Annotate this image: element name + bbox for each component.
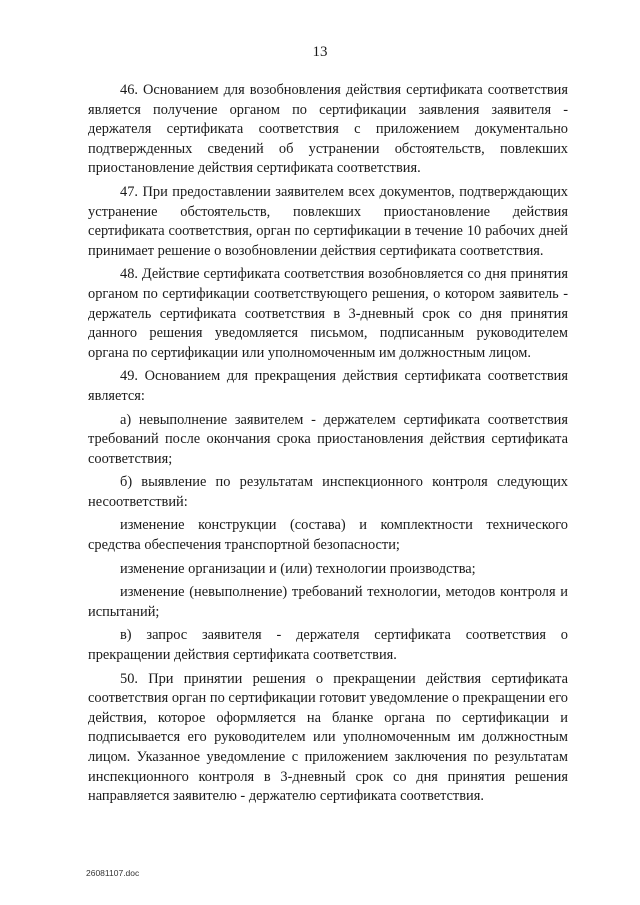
page-number: 13 xyxy=(312,44,328,60)
document-body xyxy=(88,81,568,807)
paragraph-46: 46. Основанием для возобновления действия сертификата соответствия является получение органом по сертификации заявления заявителя - держателя сертификата соответствия с приложением документально подтвержденных сведений об устранении обстоятельств, повлекших приостановление действия сертификата соответствия. xyxy=(88,82,568,177)
list-item-b: б) выявление по результатам инспекционного контроля следующих несоответствий: xyxy=(88,474,568,510)
paragraph-50: 50. При принятии решения о прекращении действия сертификата соответствия орган по сертификации готовит уведомление о прекращении его действия, которое оформляется на бланке органа по сертификации и подписывается его руководителем или уполномоченным им должностным лицом. Указанное уведомление с приложением заключения по результатам инспекционного контроля в 3-дневный срок со дня принятия решения направляется заявителю - держателю сертификата соответствия. xyxy=(88,670,568,805)
sub-item-organization: изменение организации и (или) технологии производства; xyxy=(120,560,476,577)
paragraph-49: 49. Основанием для прекращения действия сертификата соответствия является: xyxy=(88,368,568,404)
sub-item-construction: изменение конструкции (состава) и комплектности технического средства обеспечения транспортной безопасности; xyxy=(88,517,568,554)
file-name-footer: 26081107.doc xyxy=(86,868,140,878)
list-item-v: в) запрос заявителя - держателя сертификата соответствия о прекращении действия сертификата соответствия. xyxy=(88,627,568,664)
sub-item-technology: изменение (невыполнение) требований технологии, методов контроля и испытаний; xyxy=(88,584,568,620)
paragraph-47: 47. При предоставлении заявителем всех документов, подтверждающих устранение обстоятельств, повлекших приостановление действия сертификата соответствия, орган по сертификации в течение 10 рабочих дней принимает решение о возобновлении действия сертификата соответствия. xyxy=(88,183,568,259)
paragraph-48: 48. Действие сертификата соответствия возобновляется со дня принятия органом по сертификации соответствующего решения, о котором заявитель - держатель сертификата соответствия в 3-дневный срок со дня принятия данного решения уведомляется письмом, подписанным руководителем органа по сертификации или уполномоченным им должностным лицом. xyxy=(88,266,568,361)
list-item-a: а) невыполнение заявителем - держателем сертификата соответствия требований после окончания срока приостановления действия сертификата соответствия; xyxy=(88,411,568,467)
